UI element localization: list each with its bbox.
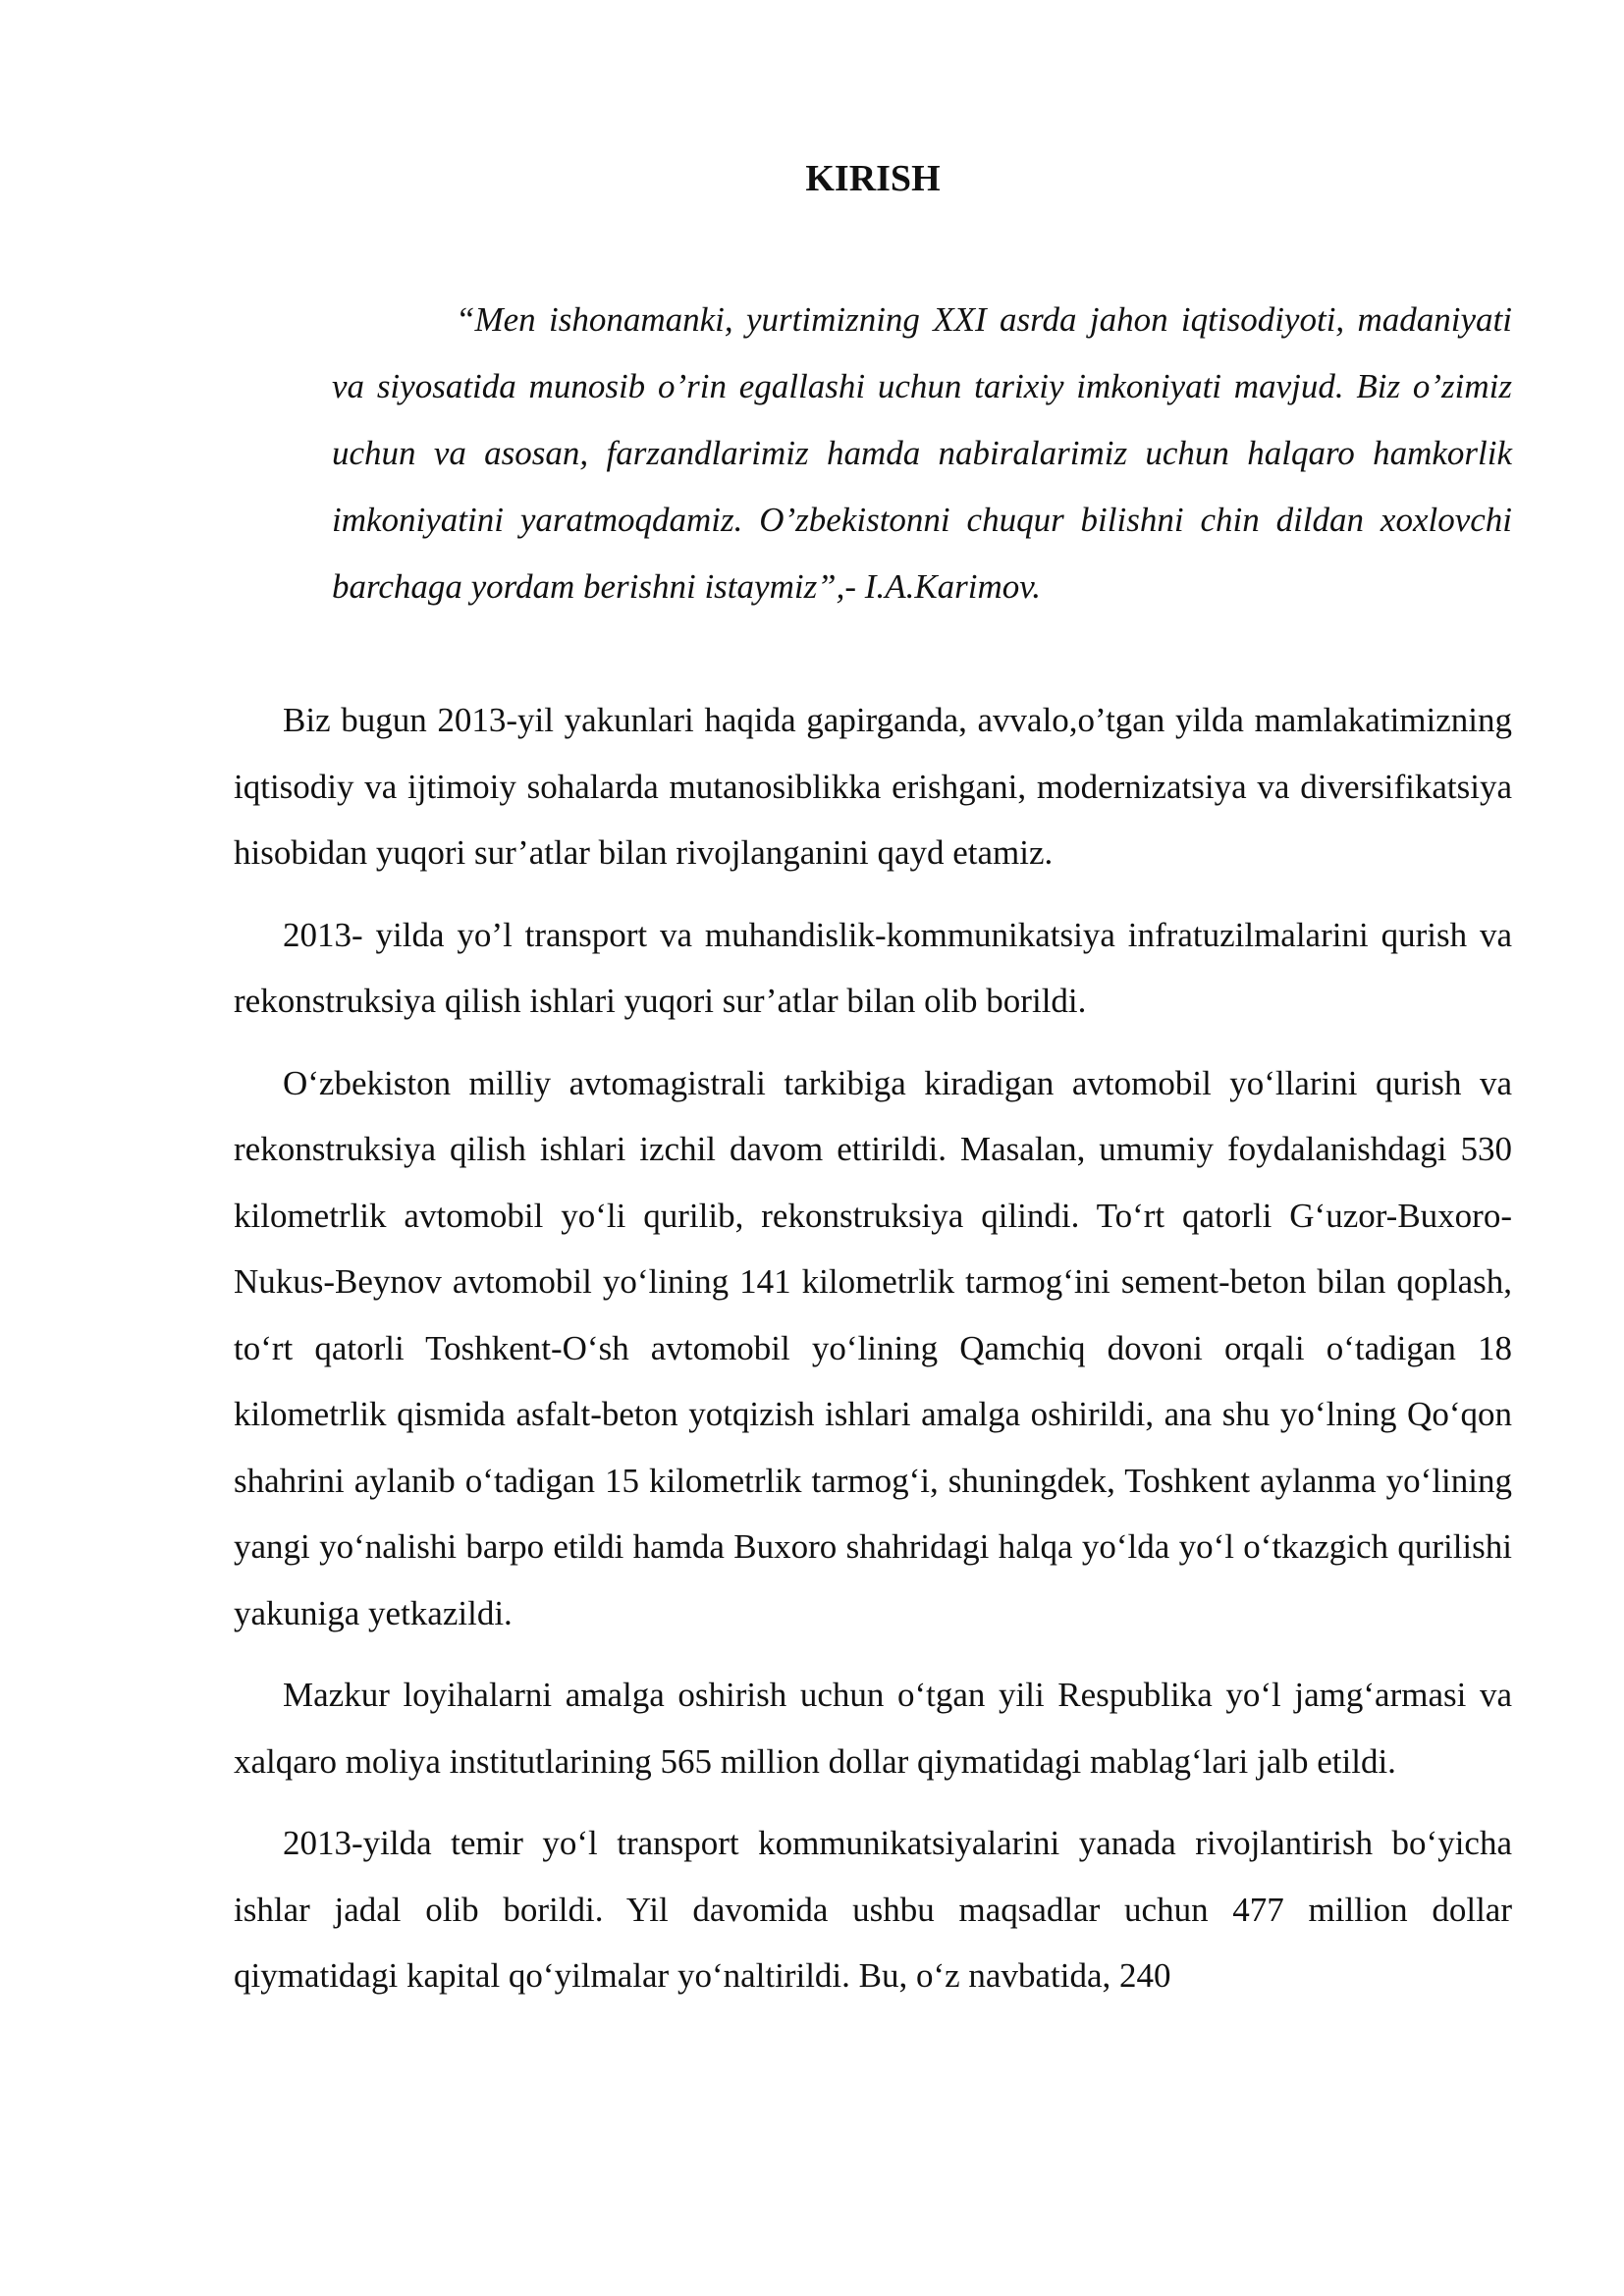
paragraph: O‘zbekiston milliy avtomagistrali tarkibiga kiradigan avtomobil yo‘llarini qurish va rekonstruksiya qilish ishlari izchil davom ettirildi. Masalan, umumiy foydalanishdagi 530 kilometrlik avtomobil yo‘li qurilib, rekonstruksiya qilindi. To‘rt qatorli G‘uzor-Buxoro-Nukus-Beynov avtomobil yo‘lining 141 kilometrlik tarmog‘ini sement-beton bilan qoplash, to‘rt qatorli Toshkent-O‘sh avtomobil yo‘lining Qamchiq dovoni orqali o‘tadigan 18 kilometrlik qismida asfalt-beton yotqizish ishlari amalga oshirildi, ana shu yo‘lning Qo‘qon shahrini aylanib o‘tadigan 15 kilometrlik tarmog‘i, shuningdek, Toshkent aylanma yo‘lining yangi yo‘nalishi barpo etildi hamda Buxoro shahridagi halqa yo‘lda yo‘l o‘tkazgich qurilishi yakuniga yetkazildi. (234, 1063, 1512, 1632)
body-text (234, 687, 1512, 2025)
paragraph: Biz bugun 2013-yil yakunlari haqida gapirganda, avvalo,o’tgan yilda mamlakatimizning iqtisodiy va ijtimoiy sohalarda mutanosiblikka erishgani, modernizatsiya va diversifikatsiya hisobidan yuqori sur’atlar bilan rivojlanganini qayd etamiz. (234, 701, 1512, 872)
epigraph-quote: “Men ishonamanki, yurtimizning XXI asrda jahon iqtisodiyoti, madaniyati va siyosatida munosib o’rin egallashi uchun tarixiy imkoniyati mavjud. Biz o’zimiz uchun va asosan, farzandlarimiz hamda nabiralarimiz uchun halqaro hamkorlik imkoniyatini yaratmoqdamiz. O’zbekistonni chuqur bilishni chin dildan xoxlovchi barchaga yordam berishni istaymiz”,- I.A.Karimov. (332, 300, 1512, 606)
paragraph: Mazkur loyihalarni amalga oshirish uchun o‘tgan yili Respublika yo‘l jamg‘armasi va xalqaro moliya institutlarining 565 million dollar qiymatidagi mablag‘lari jalb etildi. (234, 1676, 1512, 1781)
document-page (234, 0, 1512, 2296)
page-title: KIRISH (805, 158, 941, 199)
paragraph: 2013-yilda temir yo‘l transport kommunikatsiyalarini yanada rivojlantirish bo‘yicha ishlar jadal olib borildi. Yil davomida ushbu maqsadlar uchun 477 million dollar qiymatidagi kapital qo‘yilmalar yo‘naltirildi. Bu, o‘z navbatida, 240 (234, 1824, 1512, 1995)
paragraph: 2013- yilda yo’l transport va muhandislik-kommunikatsiya infratuzilmalarini qurish va rekonstruksiya qilish ishlari yuqori sur’atlar bilan olib borildi. (234, 915, 1512, 1020)
